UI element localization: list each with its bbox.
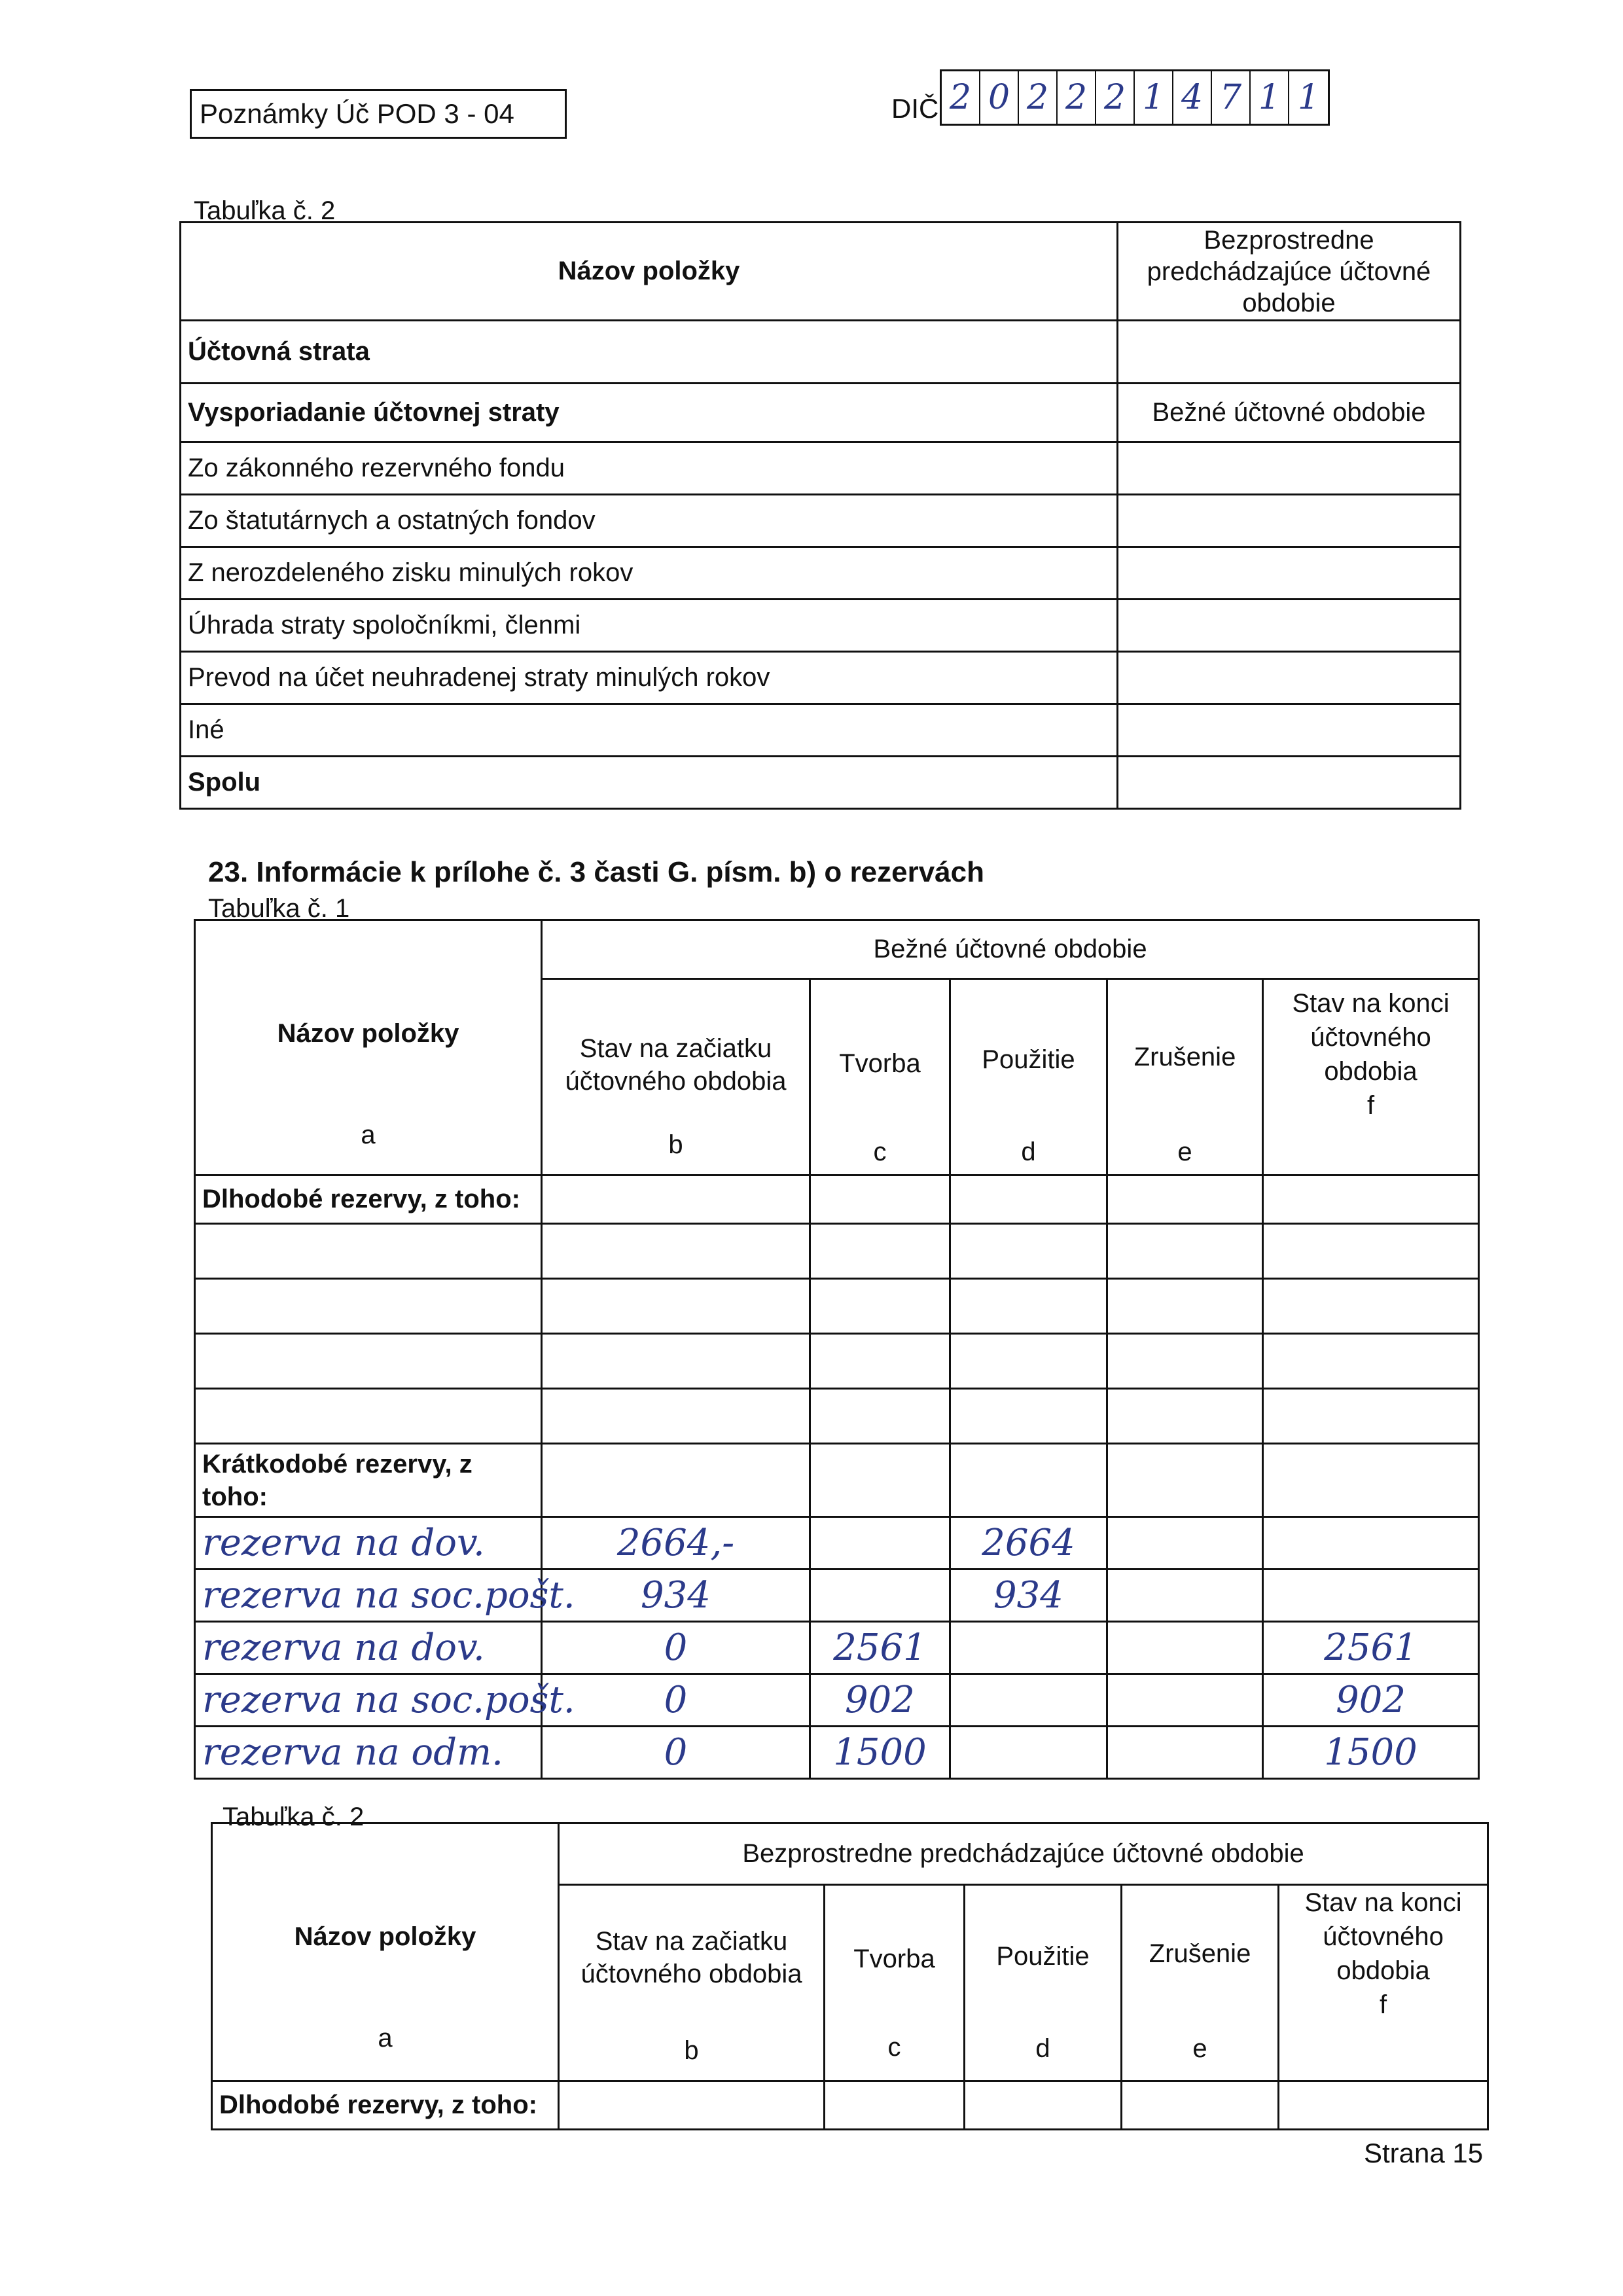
col-letter: b — [684, 2036, 699, 2065]
hand-use — [950, 1622, 1107, 1674]
col-cancel-header — [1122, 1885, 1279, 2081]
table-row — [195, 1570, 1479, 1622]
hand-end — [1263, 1570, 1479, 1622]
hand-create: 1500 — [810, 1727, 950, 1779]
hand-create — [810, 1570, 950, 1622]
row-value — [1118, 547, 1461, 600]
hand-use: 934 — [950, 1570, 1107, 1622]
col-use-header — [950, 979, 1107, 1175]
col-end-label: Stav na konci účtovného obdobia — [1304, 1888, 1462, 1985]
row-value — [1118, 652, 1461, 704]
page-number: Strana 15 — [1364, 2138, 1484, 2168]
period-header: Bezprostredne predchádzajúce účtovné obdobie — [559, 1823, 1488, 1885]
dic-label: DIČ — [891, 93, 939, 124]
row-long-term: Dlhodobé rezervy, z toho: — [212, 2081, 559, 2130]
hand-name: rezerva na odm. — [195, 1727, 542, 1779]
hand-end — [1263, 1517, 1479, 1570]
col-letter: e — [1177, 1138, 1192, 1166]
col-start-label: Stav na začiatku účtovného obdobia — [565, 1034, 787, 1096]
col-cancel-header — [1107, 979, 1263, 1175]
section-title: 23. Informácie k prílohe č. 3 časti G. písm. b) o rezervách — [208, 856, 985, 888]
row-settlement: Vysporiadanie účtovnej straty — [181, 384, 1118, 442]
table-caption: Tabuľka č. 2 — [223, 1803, 365, 1831]
row-item: Iné — [181, 704, 1118, 757]
reserves-table-current — [194, 919, 1480, 1780]
hand-create — [810, 1517, 950, 1570]
hand-cancel — [1107, 1674, 1263, 1727]
col-letter: e — [1192, 2034, 1207, 2063]
loss-settlement-table — [179, 221, 1461, 810]
col-letter: a — [361, 1121, 376, 1149]
col-letter: f — [1366, 1091, 1375, 1120]
hand-start: 2664,- — [542, 1517, 810, 1570]
form-label-text: Poznámky Úč POD 3 - 04 — [200, 98, 514, 129]
col-use-label: Použitie — [996, 1942, 1090, 1971]
col-end-header — [1263, 979, 1479, 1175]
table-row — [195, 1674, 1479, 1727]
col-cancel-label: Zrušenie — [1149, 1939, 1251, 1968]
hand-start: 0 — [542, 1727, 810, 1779]
col-current-header: Bežné účtovné obdobie — [1118, 384, 1461, 442]
col-create-label: Tvorba — [839, 1049, 921, 1078]
dic-digit: 0 — [980, 71, 1019, 124]
col-name-header: Názov položky — [181, 223, 1118, 321]
row-short-term: Krátkodobé rezervy, z toho: — [195, 1444, 542, 1517]
dic-digit: 1 — [1251, 71, 1289, 124]
col-letter: c — [887, 2033, 901, 2062]
col-cancel-label: Zrušenie — [1133, 1043, 1236, 1071]
col-use-label: Použitie — [982, 1045, 1075, 1074]
col-create-label: Tvorba — [853, 1945, 935, 1973]
hand-name: rezerva na soc.pošt. — [195, 1674, 542, 1727]
row-item: Úhrada straty spoločníkmi, členmi — [181, 600, 1118, 652]
row-value — [1118, 442, 1461, 495]
table-row — [195, 1622, 1479, 1674]
hand-cancel — [1107, 1517, 1263, 1570]
col-name-label: Názov položky — [277, 1019, 459, 1048]
cell-loss-value — [1118, 321, 1461, 384]
row-total: Spolu — [181, 757, 1118, 809]
col-end-header — [1279, 1885, 1488, 2081]
row-value — [1118, 704, 1461, 757]
row-value — [1118, 600, 1461, 652]
col-period-header: Bezprostredne predchádzajúce účtovné obdobie — [1118, 223, 1461, 321]
table-caption: Tabuľka č. 2 — [194, 196, 336, 225]
hand-start: 0 — [542, 1674, 810, 1727]
col-start-header — [559, 1885, 825, 2081]
hand-end: 1500 — [1263, 1727, 1479, 1779]
hand-cancel — [1107, 1570, 1263, 1622]
reserves-table-previous — [211, 1822, 1489, 2130]
row-item: Prevod na účet neuhradenej straty minulých rokov — [181, 652, 1118, 704]
col-letter: a — [378, 2024, 393, 2053]
hand-use: 2664 — [950, 1517, 1107, 1570]
dic-digit: 7 — [1212, 71, 1251, 124]
col-end-label: Stav na konci účtovného obdobia — [1292, 989, 1450, 1086]
dic-digit: 1 — [1135, 71, 1173, 124]
hand-start: 0 — [542, 1622, 810, 1674]
dic-digit: 4 — [1173, 71, 1212, 124]
col-create-header — [810, 979, 950, 1175]
col-letter: f — [1379, 1990, 1387, 2019]
dic-digit: 2 — [1058, 71, 1096, 124]
col-letter: b — [668, 1130, 683, 1159]
dic-digit-boxes — [940, 69, 1330, 126]
empty-row — [195, 1224, 542, 1279]
hand-create: 2561 — [810, 1622, 950, 1674]
table-row — [195, 1517, 1479, 1570]
form-label — [190, 89, 567, 139]
hand-create: 902 — [810, 1674, 950, 1727]
hand-use — [950, 1727, 1107, 1779]
col-use-header — [965, 1885, 1122, 2081]
row-value — [1118, 495, 1461, 547]
empty-row — [195, 1389, 542, 1444]
dic-digit: 1 — [1297, 78, 1320, 117]
table-row — [195, 1727, 1479, 1779]
col-name-header — [195, 920, 542, 1175]
hand-name: rezerva na soc.pošt. — [195, 1570, 542, 1622]
col-start-label: Stav na začiatku účtovného obdobia — [580, 1927, 802, 1988]
hand-end: 902 — [1263, 1674, 1479, 1727]
row-total-value — [1118, 757, 1461, 809]
period-header: Bežné účtovné obdobie — [542, 920, 1479, 979]
row-item: Z nerozdeleného zisku minulých rokov — [181, 547, 1118, 600]
table-caption: Tabuľka č. 1 — [208, 894, 350, 923]
col-letter: c — [873, 1138, 887, 1166]
dic-digit: 2 — [1096, 71, 1135, 124]
hand-end: 2561 — [1263, 1622, 1479, 1674]
col-letter: d — [1021, 1138, 1036, 1166]
hand-name: rezerva na dov. — [195, 1517, 542, 1570]
col-name-label: Názov položky — [294, 1922, 476, 1951]
hand-start: 934 — [542, 1570, 810, 1622]
dic-digit: 2 — [1019, 71, 1058, 124]
empty-row — [195, 1334, 542, 1389]
row-loss: Účtovná strata — [181, 321, 1118, 384]
hand-cancel — [1107, 1622, 1263, 1674]
row-item: Zo štatutárnych a ostatných fondov — [181, 495, 1118, 547]
col-create-header — [825, 1885, 965, 2081]
col-letter: d — [1035, 2034, 1050, 2063]
hand-name: rezerva na dov. — [195, 1622, 542, 1674]
row-long-term: Dlhodobé rezervy, z toho: — [195, 1175, 542, 1224]
col-start-header — [542, 979, 810, 1175]
hand-use — [950, 1674, 1107, 1727]
col-name-header — [212, 1823, 559, 2081]
empty-row — [195, 1279, 542, 1334]
dic-digit: 2 — [942, 71, 980, 124]
hand-cancel — [1107, 1727, 1263, 1779]
row-item: Zo zákonného rezervného fondu — [181, 442, 1118, 495]
